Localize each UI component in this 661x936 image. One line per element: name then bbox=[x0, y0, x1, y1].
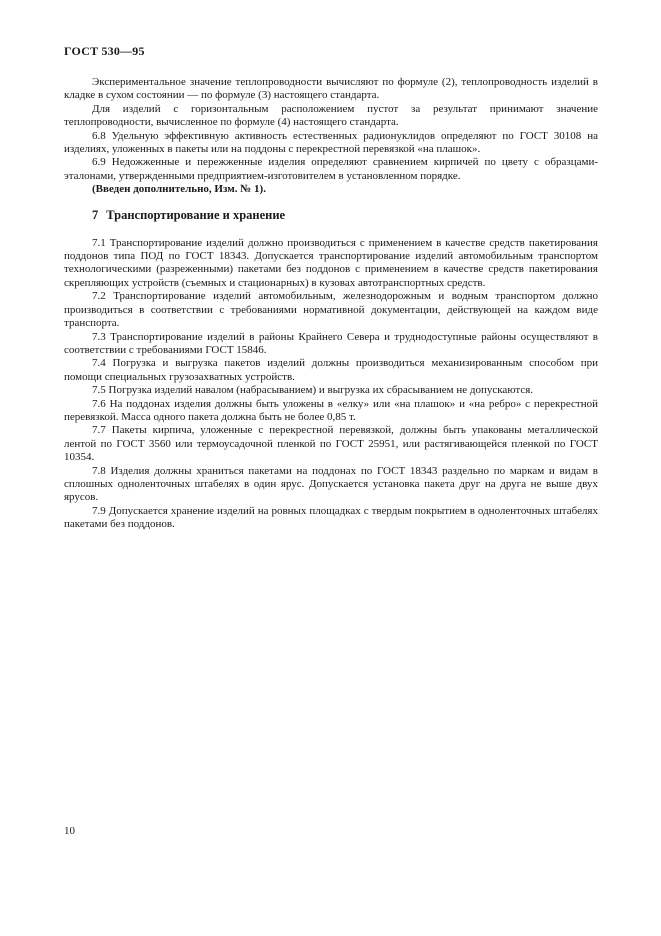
paragraph-7-8: 7.8 Изделия должны храниться пакетами на поддонах по ГОСТ 18343 раздельно по маркам и видам в сплошных одноленточных штабелях в один ярус. Допускается установка пакета друг на друга не выше двух ярусов. bbox=[64, 464, 598, 504]
paragraph-7-9: 7.9 Допускается хранение изделий на ровных площадках с твердым покрытием в одноленточных штабелях пакетами без поддонов. bbox=[64, 504, 598, 531]
section-number: 7 bbox=[92, 207, 99, 222]
paragraph-7-3: 7.3 Транспортирование изделий в районы Крайнего Севера и труднодоступные районы осуществляют в соответствии с требованиями ГОСТ 15846. bbox=[64, 330, 598, 356]
paragraph-7-6: 7.6 На поддонах изделия должны быть уложены в «елку» или «на плашок» и «на ребро» с перекрестной перевязкой. Масса одного пакета должна быть не более 0,85 т. bbox=[64, 397, 598, 423]
paragraph-7-5: 7.5 Погрузка изделий навалом (набрасыванием) и выгрузка их сбрасыванием не допускаются. bbox=[92, 384, 534, 397]
section-heading bbox=[64, 207, 598, 223]
amendment-note: (Введен дополнительно, Изм. № 1). bbox=[92, 183, 266, 196]
paragraph-7-7: 7.7 Пакеты кирпича, уложенные с перекрестной перевязкой, должны быть упакованы металлической лентой по ГОСТ 3560 или термоусадочной пленкой по ГОСТ 25951, или растягивающейся пленкой по ГОСТ 10354. bbox=[64, 424, 598, 464]
paragraph-thermal-conductivity-formula: Экспериментальное значение теплопроводности вычисляют по формуле (2), теплопроводность изделий в кладке в сухом состоянии — по формуле (3) настоящего стандарта. bbox=[64, 76, 598, 102]
paragraph-6-8: 6.8 Удельную эффективную активность естественных радионуклидов определяют по ГОСТ 30108 на изделиях, уложенных в пакеты или на поддоны с перекрестной перевязкой «на плашок». bbox=[64, 129, 598, 156]
paragraph-7-1: 7.1 Транспортирование изделий должно производиться с применением в качестве средств пакетирования поддонов типа ПОД по ГОСТ 18343. Допускается транспортирование изделий автомобильным транспортом технологическими (разреженными) пакетами без поддонов с применением в качестве средств пакетирования скрепляющих устройств (съемных и стационарных) в кузовах автотранспортных средств. bbox=[64, 236, 598, 289]
document-body bbox=[64, 76, 598, 532]
paragraph-horizontal-voids: Для изделий с горизонтальным расположением пустот за результат принимают значение теплопроводности, вычисленное по формуле (4) настоящего стандарта. bbox=[64, 102, 598, 129]
section-title: Транспортирование и хранение bbox=[106, 207, 286, 222]
document-header: ГОСТ 530—95 bbox=[64, 44, 145, 58]
paragraph-7-4: 7.4 Погрузка и выгрузка пакетов изделий должны производиться механизированным способом при помощи специальных грузозахватных устройств. bbox=[64, 357, 598, 383]
paragraph-7-2: 7.2 Транспортирование изделий автомобильным, железнодорожным и водным транспортом должно производиться в соответствии с требованиями нормативной документации, действующей на каждом виде транспорта. bbox=[64, 290, 598, 330]
page-number: 10 bbox=[64, 825, 75, 837]
paragraph-6-9: 6.9 Недожженные и пережженные изделия определяют сравнением кирпичей по цвету с образцами-эталонами, утвержденными предприятием-изготовителем в установленном порядке. bbox=[64, 156, 598, 182]
